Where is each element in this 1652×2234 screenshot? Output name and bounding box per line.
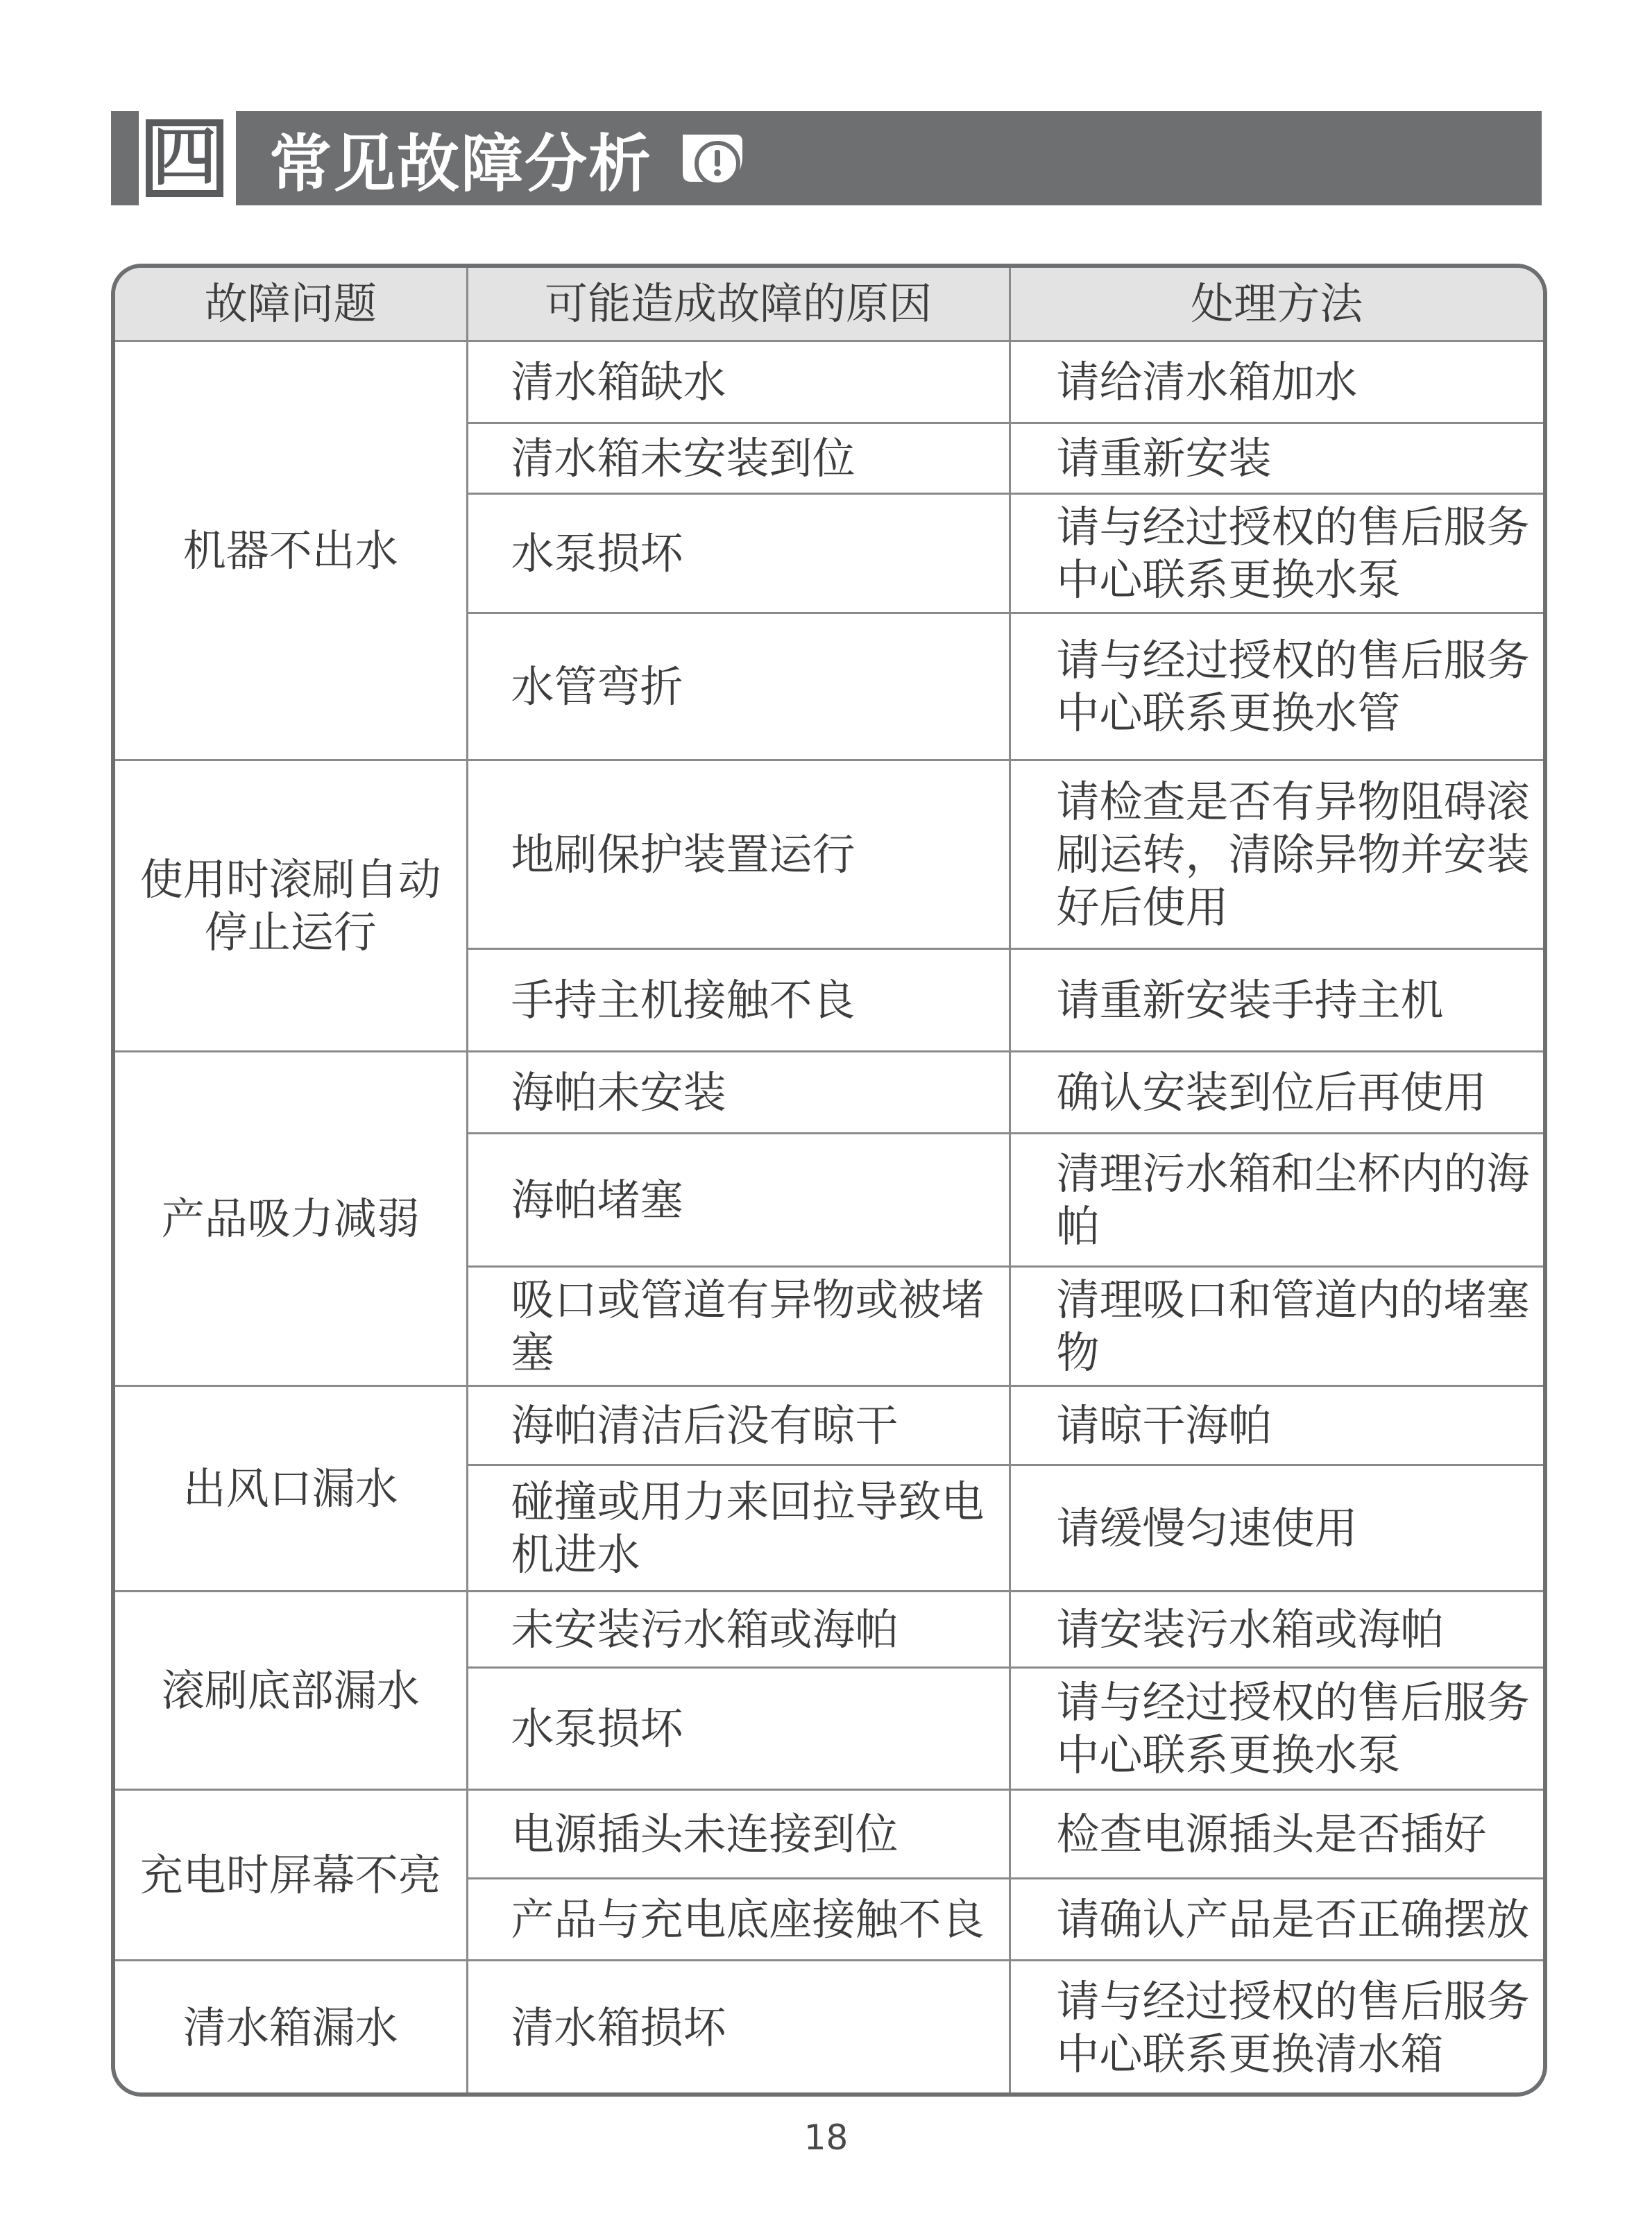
table-row xyxy=(115,1961,1543,2095)
section-header xyxy=(236,111,1542,205)
cause-cell: 地刷保护装置运行 xyxy=(467,760,1010,949)
section-header-accent xyxy=(111,111,139,205)
table-row xyxy=(115,1592,1543,1668)
cause-cell: 海帕未安装 xyxy=(467,1052,1010,1134)
solution-cell: 请给清水箱加水 xyxy=(1010,341,1543,423)
solution-cell: 请与经过授权的售后服务中心联系更换水泵 xyxy=(1010,1668,1543,1790)
cause-cell: 清水箱缺水 xyxy=(467,341,1010,423)
solution-cell: 请与经过授权的售后服务中心联系更换水管 xyxy=(1010,613,1543,760)
problem-cell: 清水箱漏水 xyxy=(115,1961,467,2095)
cause-cell: 未安装污水箱或海帕 xyxy=(467,1592,1010,1668)
solution-cell: 检查电源插头是否插好 xyxy=(1010,1790,1543,1879)
fault-analysis-table xyxy=(111,264,1547,2097)
cause-cell: 海帕清洁后没有晾干 xyxy=(467,1386,1010,1465)
solution-cell: 清理污水箱和尘杯内的海帕 xyxy=(1010,1134,1543,1267)
problem-cell: 使用时滚刷自动停止运行 xyxy=(115,760,467,1052)
cause-cell: 电源插头未连接到位 xyxy=(467,1790,1010,1879)
cause-cell: 碰撞或用力来回拉导致电机进水 xyxy=(467,1465,1010,1592)
solution-cell: 请重新安装 xyxy=(1010,423,1543,494)
solution-cell: 请与经过授权的售后服务中心联系更换水泵 xyxy=(1010,494,1543,613)
section-title: 常见故障分析 xyxy=(269,128,652,201)
solution-cell: 请重新安装手持主机 xyxy=(1010,949,1543,1052)
section-number-box xyxy=(143,111,226,205)
cause-cell: 水泵损坏 xyxy=(467,494,1010,613)
cause-cell: 手持主机接触不良 xyxy=(467,949,1010,1052)
header-solution: 处理方法 xyxy=(1010,268,1543,341)
solution-cell: 请安装污水箱或海帕 xyxy=(1010,1592,1543,1668)
cause-cell: 清水箱损坏 xyxy=(467,1961,1010,2095)
solution-cell: 请确认产品是否正确摆放 xyxy=(1010,1879,1543,1961)
solution-cell: 请晾干海帕 xyxy=(1010,1386,1543,1465)
cause-cell: 海帕堵塞 xyxy=(467,1134,1010,1267)
section-number: 四 xyxy=(146,119,223,197)
solution-cell: 清理吸口和管道内的堵塞物 xyxy=(1010,1267,1543,1386)
table-row xyxy=(115,1790,1543,1879)
header-cause: 可能造成故障的原因 xyxy=(467,268,1010,341)
table-row xyxy=(115,760,1543,949)
cause-cell: 吸口或管道有异物或被堵塞 xyxy=(467,1267,1010,1386)
warning-icon xyxy=(676,129,749,187)
solution-cell: 请与经过授权的售后服务中心联系更换清水箱 xyxy=(1010,1961,1543,2095)
page-number: 18 xyxy=(803,2117,849,2158)
problem-cell: 滚刷底部漏水 xyxy=(115,1592,467,1790)
problem-cell: 机器不出水 xyxy=(115,341,467,760)
solution-cell: 请检查是否有异物阻碍滚刷运转，清除异物并安装好后使用 xyxy=(1010,760,1543,949)
header-problem: 故障问题 xyxy=(115,268,467,341)
cause-cell: 水泵损坏 xyxy=(467,1668,1010,1790)
table-row xyxy=(115,1386,1543,1465)
problem-cell: 产品吸力减弱 xyxy=(115,1052,467,1386)
solution-cell: 确认安装到位后再使用 xyxy=(1010,1052,1543,1134)
cause-cell: 清水箱未安装到位 xyxy=(467,423,1010,494)
problem-cell: 充电时屏幕不亮 xyxy=(115,1790,467,1961)
table-row xyxy=(115,341,1543,423)
cause-cell: 水管弯折 xyxy=(467,613,1010,760)
cause-cell: 产品与充电底座接触不良 xyxy=(467,1879,1010,1961)
table-row xyxy=(115,1052,1543,1134)
problem-cell: 出风口漏水 xyxy=(115,1386,467,1592)
solution-cell: 请缓慢匀速使用 xyxy=(1010,1465,1543,1592)
fault-table xyxy=(115,268,1543,2095)
